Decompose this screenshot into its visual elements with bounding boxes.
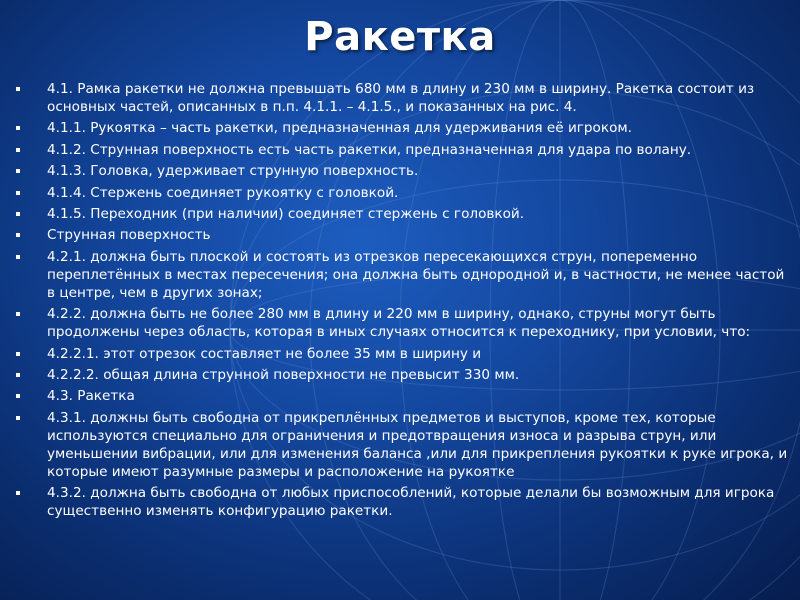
square-bullet-icon [16,169,20,173]
square-bullet-icon [16,212,20,216]
bullet-item [16,162,792,180]
bullet-text: 4.2.2. должна быть не более 280 мм в длину и 220 мм в ширину, однако, струны могут быть продолжены через область, которая в иных случаях относится к переходнику, при условии, что: [47,306,751,341]
bullet-text: 4.3.1. должны быть свободна от прикреплённых предметов и выступов, кроме тех, которые используются специально для ограничения и предотвращения износа и разрыва струн, или уменьшении вибрации, или для изменения баланса ,или для прикрепления рукоятки к руке игрока, и которые имеют разумные размеры и расположение на рукоятке [47,409,788,480]
bullet-item [16,366,792,384]
bullet-item [16,387,792,405]
square-bullet-icon [16,491,20,495]
square-bullet-icon [16,87,20,91]
bullet-item [16,141,792,159]
bullet-item [16,80,792,116]
bullet-text: 4.3. Ракетка [47,388,135,405]
bullet-text: 4.2.2.2. общая длина струнной поверхности не превысит 330 мм. [47,366,520,383]
bullet-text: 4.1.3. Головка, удерживает струнную поверхность. [47,163,419,180]
bullet-item [16,226,792,244]
bullet-text: 4.1.5. Переходник (при наличии) соединяет стержень с головкой. [47,205,525,222]
bullet-text: 4.2.1. должна быть плоской и состоять из отрезков пересекающихся струн, попеременно переплетённых в местах пересечения; она должна быть однородной и, в частности, не менее частой в центре, чем в других зонах; [47,248,785,301]
square-bullet-icon [16,191,20,195]
bullet-item [16,119,792,137]
square-bullet-icon [16,126,20,130]
square-bullet-icon [16,373,20,377]
square-bullet-icon [16,352,20,356]
bullet-text: Струнная поверхность [47,227,211,244]
square-bullet-icon [16,233,20,237]
bullet-item [16,345,792,363]
square-bullet-icon [16,416,20,420]
square-bullet-icon [16,394,20,398]
bullet-text: 4.2.2.1. этот отрезок составляет не более 35 мм в ширину и [47,345,482,362]
bullet-text: 4.3.2. должна быть свободна от любых приспособлений, которые делали бы возможным для игрока существенно изменять конфигурацию ракетки. [47,485,775,520]
bullet-text: 4.1. Рамка ракетки не должна превышать 680 мм в длину и 230 мм в ширину. Ракетка состоит из основных частей, описанных в п.п. 4.1.1. – 4.1.5., и показанных на рис. 4. [47,81,755,115]
bullet-item [16,248,792,302]
square-bullet-icon [16,255,20,259]
bullet-item [16,205,792,223]
bullet-text: 4.1.1. Рукоятка – часть ракетки, предназначенная для удерживания её игроком. [47,120,632,137]
slide-title: Ракетка [304,14,496,60]
bullet-item [16,184,792,202]
square-bullet-icon [16,312,20,316]
bullet-text: 4.1.2. Струнная поверхность есть часть ракетки, предназначенная для удара по волану. [47,141,692,158]
square-bullet-icon [16,148,20,152]
bullet-item [16,484,792,520]
bullet-text: 4.1.4. Стержень соединяет рукоятку с головкой. [47,184,399,201]
bullet-list [16,80,792,523]
bullet-item [16,409,792,481]
bullet-item [16,305,792,341]
